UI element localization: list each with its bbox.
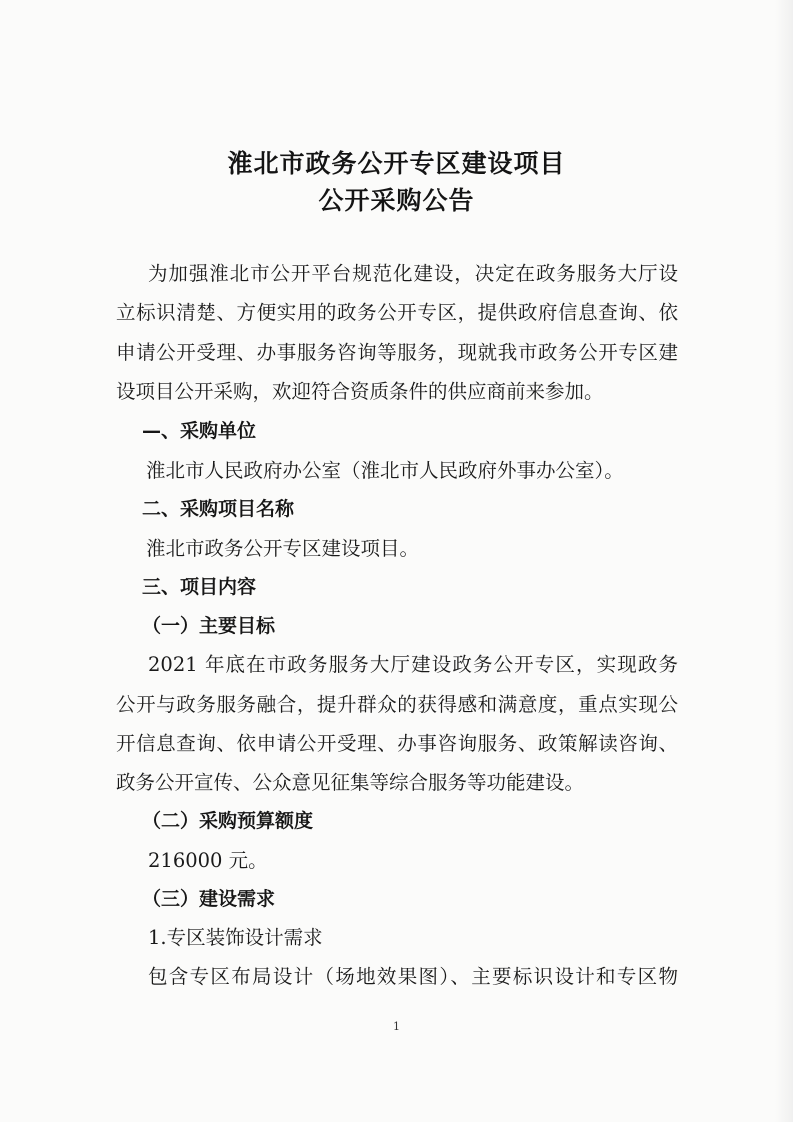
goal-line-4: 政务公开宣传、公众意见征集等综合服务等功能建设。	[116, 771, 585, 794]
project-name: 淮北市政务公开专区建设项目。	[146, 537, 420, 560]
subsection-heading-budget: （二）采购预算额度	[142, 810, 314, 832]
requirement-item-1-text: 包含专区布局设计（场地效果图）、主要标识设计和专区物	[148, 965, 678, 988]
intro-line-3: 申请公开受理、办事服务咨询等服务，现就我市政务公开专区建	[116, 341, 678, 364]
section-heading-project-content: 三、项目内容	[142, 576, 257, 598]
requirement-item-1: 1.专区装饰设计需求	[148, 926, 323, 949]
goal-line-1: 2021 年底在市政务服务大厅建设政务公开专区，实现政务	[148, 653, 678, 676]
purchaser-name: 淮北市人民政府办公室（淮北市人民政府外事办公室）。	[146, 459, 624, 482]
section-heading-purchaser: —、采购单位	[142, 420, 257, 442]
section-heading-project-name: 二、采购项目名称	[142, 498, 295, 520]
subsection-heading-requirements: （三）建设需求	[142, 888, 276, 910]
intro-line-4: 设项目公开采购，欢迎符合资质条件的供应商前来参加。	[116, 380, 604, 403]
goal-line-2: 公开与政务服务融合，提升群众的获得感和满意度，重点实现公	[116, 693, 678, 716]
goal-line-3: 开信息查询、依申请公开受理、办事咨询服务、政策解读咨询、	[116, 732, 678, 755]
page-number: 1	[393, 1020, 400, 1033]
intro-line-1: 为加强淮北市公开平台规范化建设，决定在政务服务大厅设	[148, 262, 678, 285]
intro-line-2: 立标识清楚、方便实用的政务公开专区，提供政府信息查询、依	[116, 301, 678, 324]
budget-amount: 216000 元。	[148, 849, 268, 872]
document-title-line2: 公开采购公告	[318, 186, 475, 215]
subsection-heading-main-goal: （一）主要目标	[142, 615, 276, 637]
document-title-line1: 淮北市政务公开专区建设项目	[227, 149, 566, 178]
